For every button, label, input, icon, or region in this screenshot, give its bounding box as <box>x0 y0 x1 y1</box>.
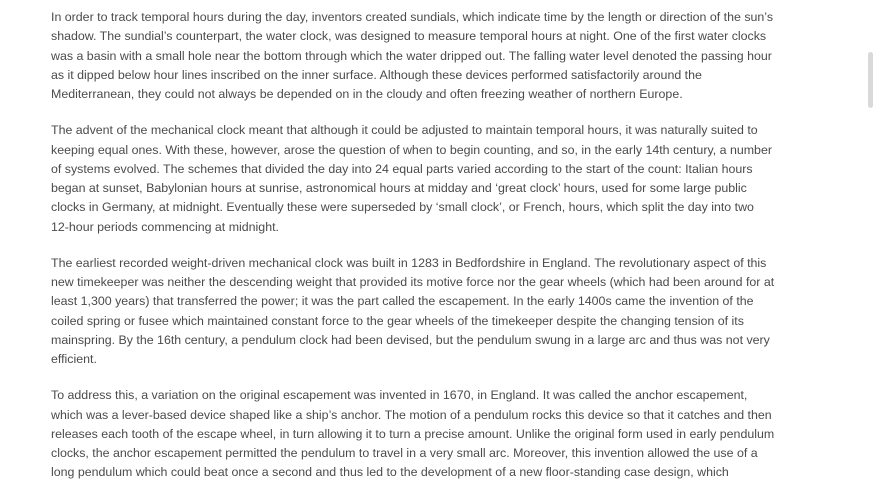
scrollbar-thumb[interactable] <box>868 52 873 108</box>
paragraph-line: keeping equal ones. With these, however, arose the question of when to begin counting, and so, in the early 14th century, a number <box>51 142 772 157</box>
paragraph-line: as it dipped below hour lines inscribed on the inner surface. Although these devices performed satisfactorily around the <box>51 67 702 82</box>
paragraph-line: least 1,300 years) that transferred the power; it was the part called the escapement. In the early 1400s came the invention of the <box>51 294 754 309</box>
paragraph-line: clocks in Germany, at midnight. Eventually these were superseded by ‘small clock’, or French, hours, which split the day into two <box>51 200 754 215</box>
paragraph-line: To address this, a variation on the original escapement was invented in 1670, in England. It was called the anchor escapement, <box>51 388 748 403</box>
paragraph-line: Mediterranean, they could not always be depended on in the cloudy and often freezing weather of northern Europe. <box>51 87 683 101</box>
paragraph-line: releases each tooth of the escape wheel, in turn allowing it to turn a precise amount. Unlike the original form used in early pendulum <box>51 426 775 441</box>
paragraph-line: mainspring. By the 16th century, a pendulum clock had been devised, but the pendulum swung in a large arc and thus was not very <box>51 332 770 347</box>
paragraph-line: of systems evolved. The schemes that divided the day into 24 equal parts varied according to the start of the count: Italian hours <box>51 161 753 176</box>
article-body <box>51 8 831 488</box>
paragraph-line: began at sunset, Babylonian hours at sunrise, astronomical hours at midday and ‘great clock’ hours, used for some large public <box>51 181 747 195</box>
paragraph-line: was a basin with a small hole near the bottom through which the water dripped out. The falling water level denoted the passing hour <box>51 48 772 63</box>
paragraph-line: long pendulum which could beat once a second and thus led to the development of a new floor-standing case design, which <box>51 465 729 480</box>
paragraph-3 <box>51 254 831 370</box>
paragraph-line: coiled spring or fusee which maintained constant force to the gear wheels of the timekeeper despite the changing tension of its <box>51 313 744 328</box>
paragraph-line: In order to track temporal hours during the day, inventors created sundials, which indicate time by the length or direction of the sun’s <box>51 10 774 24</box>
paragraph-line: 12-hour periods commencing at midnight. <box>51 219 279 234</box>
paragraph-line: which was a lever-based device shaped like a ship’s anchor. The motion of a pendulum rocks this device so that it catches and then <box>51 407 772 422</box>
paragraph-line: shadow. The sundial’s counterpart, the water clock, was designed to measure temporal hours at night. One of the first water clocks <box>51 29 767 44</box>
paragraph-line: new timekeeper was neither the descending weight that provided its motive force nor the gear wheels (which had been around for at <box>51 275 775 289</box>
paragraph-2 <box>51 121 831 237</box>
paragraph-line: The advent of the mechanical clock meant that although it could be adjusted to maintain temporal hours, it was naturally suited to <box>51 123 758 138</box>
paragraph-line: clocks, the anchor escapement permitted the pendulum to travel in a very small arc. Moreover, this invention allowed the use of a <box>51 446 758 460</box>
scrollbar[interactable] <box>865 0 875 488</box>
paragraph-1 <box>51 8 831 104</box>
paragraph-line: efficient. <box>51 352 97 366</box>
paragraph-line: The earliest recorded weight-driven mechanical clock was built in 1283 in Bedfordshire in England. The revolutionary aspect of this <box>51 255 767 270</box>
paragraph-4 <box>51 386 831 482</box>
